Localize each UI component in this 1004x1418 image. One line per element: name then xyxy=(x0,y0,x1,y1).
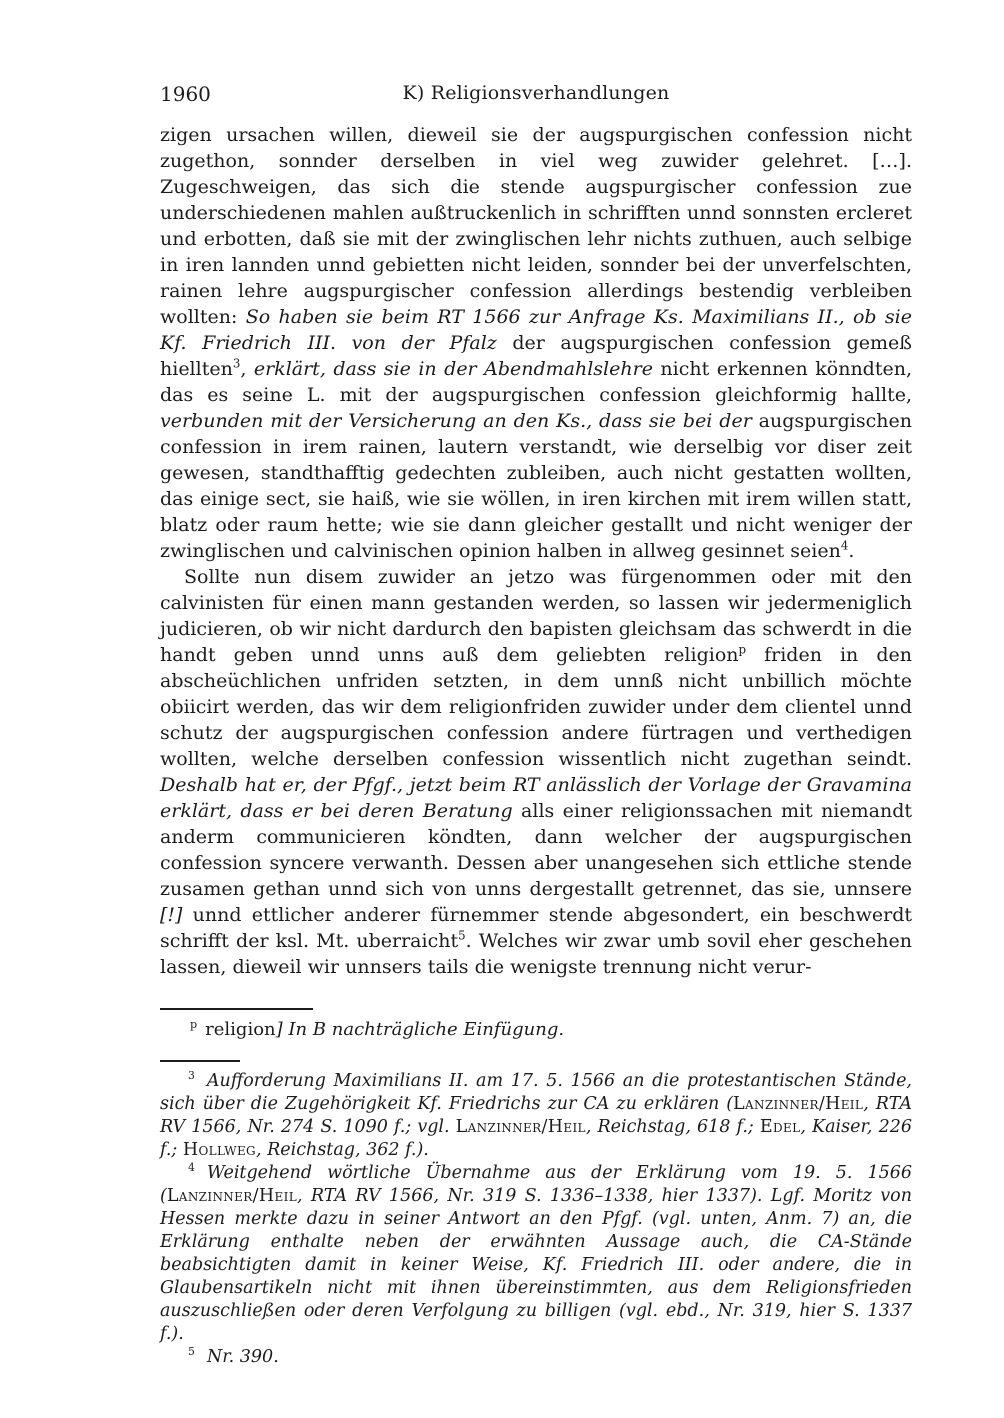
footnote-divider xyxy=(160,1060,240,1062)
footnotes-section xyxy=(160,1070,912,1369)
running-header xyxy=(160,82,912,108)
apparatus-divider xyxy=(160,1008,313,1010)
page-number: 1960 xyxy=(160,82,211,106)
apparatus-entry: $^p$ religion] In B nachträgliche Einfügung. xyxy=(190,1018,565,1040)
footnote-entry-4: $^4$ Weitgehend wörtliche Übernahme aus der Erklärung vom 19. 5. 1566 (Lanzinner/Heil, RTA RV 1566, Nr. 319 S. 1336–1338, hier 1337). Lgf. Moritz von Hessen merkte dazu in seiner Antwort an den Pfgf. (vgl. unten, Anm. 7) an, die Erklärung enthalte neben der erwähnten Aussage auch, die CA-Stände beabsichtigten damit in keiner Weise, Kf. Friedrich III. oder andere, die in Glaubensartikeln nicht mit ihnen übereinstimmten, aus dem Religionsfrieden auszuschließen oder deren Verfolgung zu billigen (vgl. ebd., Nr. 319, hier S. 1337 f.). xyxy=(160,1161,912,1344)
body-paragraph-1: zigen ursachen willen, dieweil sie der augspurgischen confession nicht zugethon, sonnder derselben in viel weg zuwider gelehret. […]. Zugeschweigen, das sich die stende augspurgischer confession zue underschiedenen mahlen außtruckenlich in schrifften unnd sonnsten ercleret und erbotten, daß sie mit der zwinglischen lehr nichts zuthuen, auch selbige in iren lannden unnd gebietten nicht leiden, sonnder bei der unverfelschten, rainen lehre augspurgischer confession allerdings bestendig verbleiben wollten: So haben sie beim RT 1566 zur Anfrage Ks. Maximilians II., ob sie Kf. Friedrich III. von der Pfalz der augspurgischen confession gemeß hiellten$^3$, erklärt, dass sie in der Abendmahlslehre nicht erkennen könndten, das es seine L. mit der augspurgischen confession gleichformig hallte, verbunden mit der Versicherung an den Ks., dass sie bei der augspurgischen confession in irem rainen, lautern verstandt, wie derselbig vor diser zeit gewesen, standthafftig gedechten zubleiben, auch nicht gestatten wollten, das einige sect, sie haiß, wie sie wöllen, in iren kirchen mit irem willen statt, blatz oder raum hette; wie sie dann gleicher gestallt und nicht weniger der zwinglischen und calvinischen opinion halben in allweg gesinnet seien$^4$. xyxy=(160,124,912,562)
running-head-title: K) Religionsverhandlungen xyxy=(402,82,670,104)
body-paragraph-2: Sollte nun disem zuwider an jetzo was fürgenommen oder mit den calvinisten für einen mann gestanden werden, so lassen wir jedermeniglich judicieren, ob wir nicht dardurch den bapisten gleichsam das schwerdt in die handt geben unnd unns auß dem geliebten religion$^p$ friden in den abscheüchlichen unfriden setzten, in dem unnß nicht unbillich möchte obiicirt werden, das wir dem religionfriden zuwider under dem clientel unnd schutz der augspurgischen confession andere fürtragen und verthedigen wollten, welche derselben confession wissentlich nicht zugethan seindt. Deshalb hat er, der Pfgf., jetzt beim RT anlässlich der Vorlage der Gravamina erklärt, dass er bei deren Beratung alls einer religionssachen mit niemandt anderm communicieren köndten, dann welcher der augspurgischen confession syncere verwanth. Dessen aber unangesehen sich ettliche stende zusamen gethan unnd sich von unns dergestallt getrennet, das sie, unnsere [!] unnd ettlicher anderer fürnemmer stende abgesondert, ein beschwerdt schrifft der ksl. Mt. uberraicht$^5$. Welches wir zwar umb sovil eher geschehen lassen, dieweil wir unnsers tails die wenigste trennung nicht verur- xyxy=(160,566,913,978)
footnote-entry-5: $^5$ Nr. 390. xyxy=(188,1345,279,1367)
body-text xyxy=(160,122,912,980)
footnote-entry-3: $^3$ Aufforderung Maximilians II. am 17. 5. 1566 an die protestantischen Stände, sich über die Zugehörigkeit Kf. Friedrichs zur CA zu erklären (Lanzinner/Heil, RTA RV 1566, Nr. 274 S. 1090 f.; vgl. Lanzinner/Heil, Reichstag, 618 f.; Edel, Kaiser, 226 f.; Hollweg, Reichstag, 362 f.). xyxy=(160,1069,912,1160)
